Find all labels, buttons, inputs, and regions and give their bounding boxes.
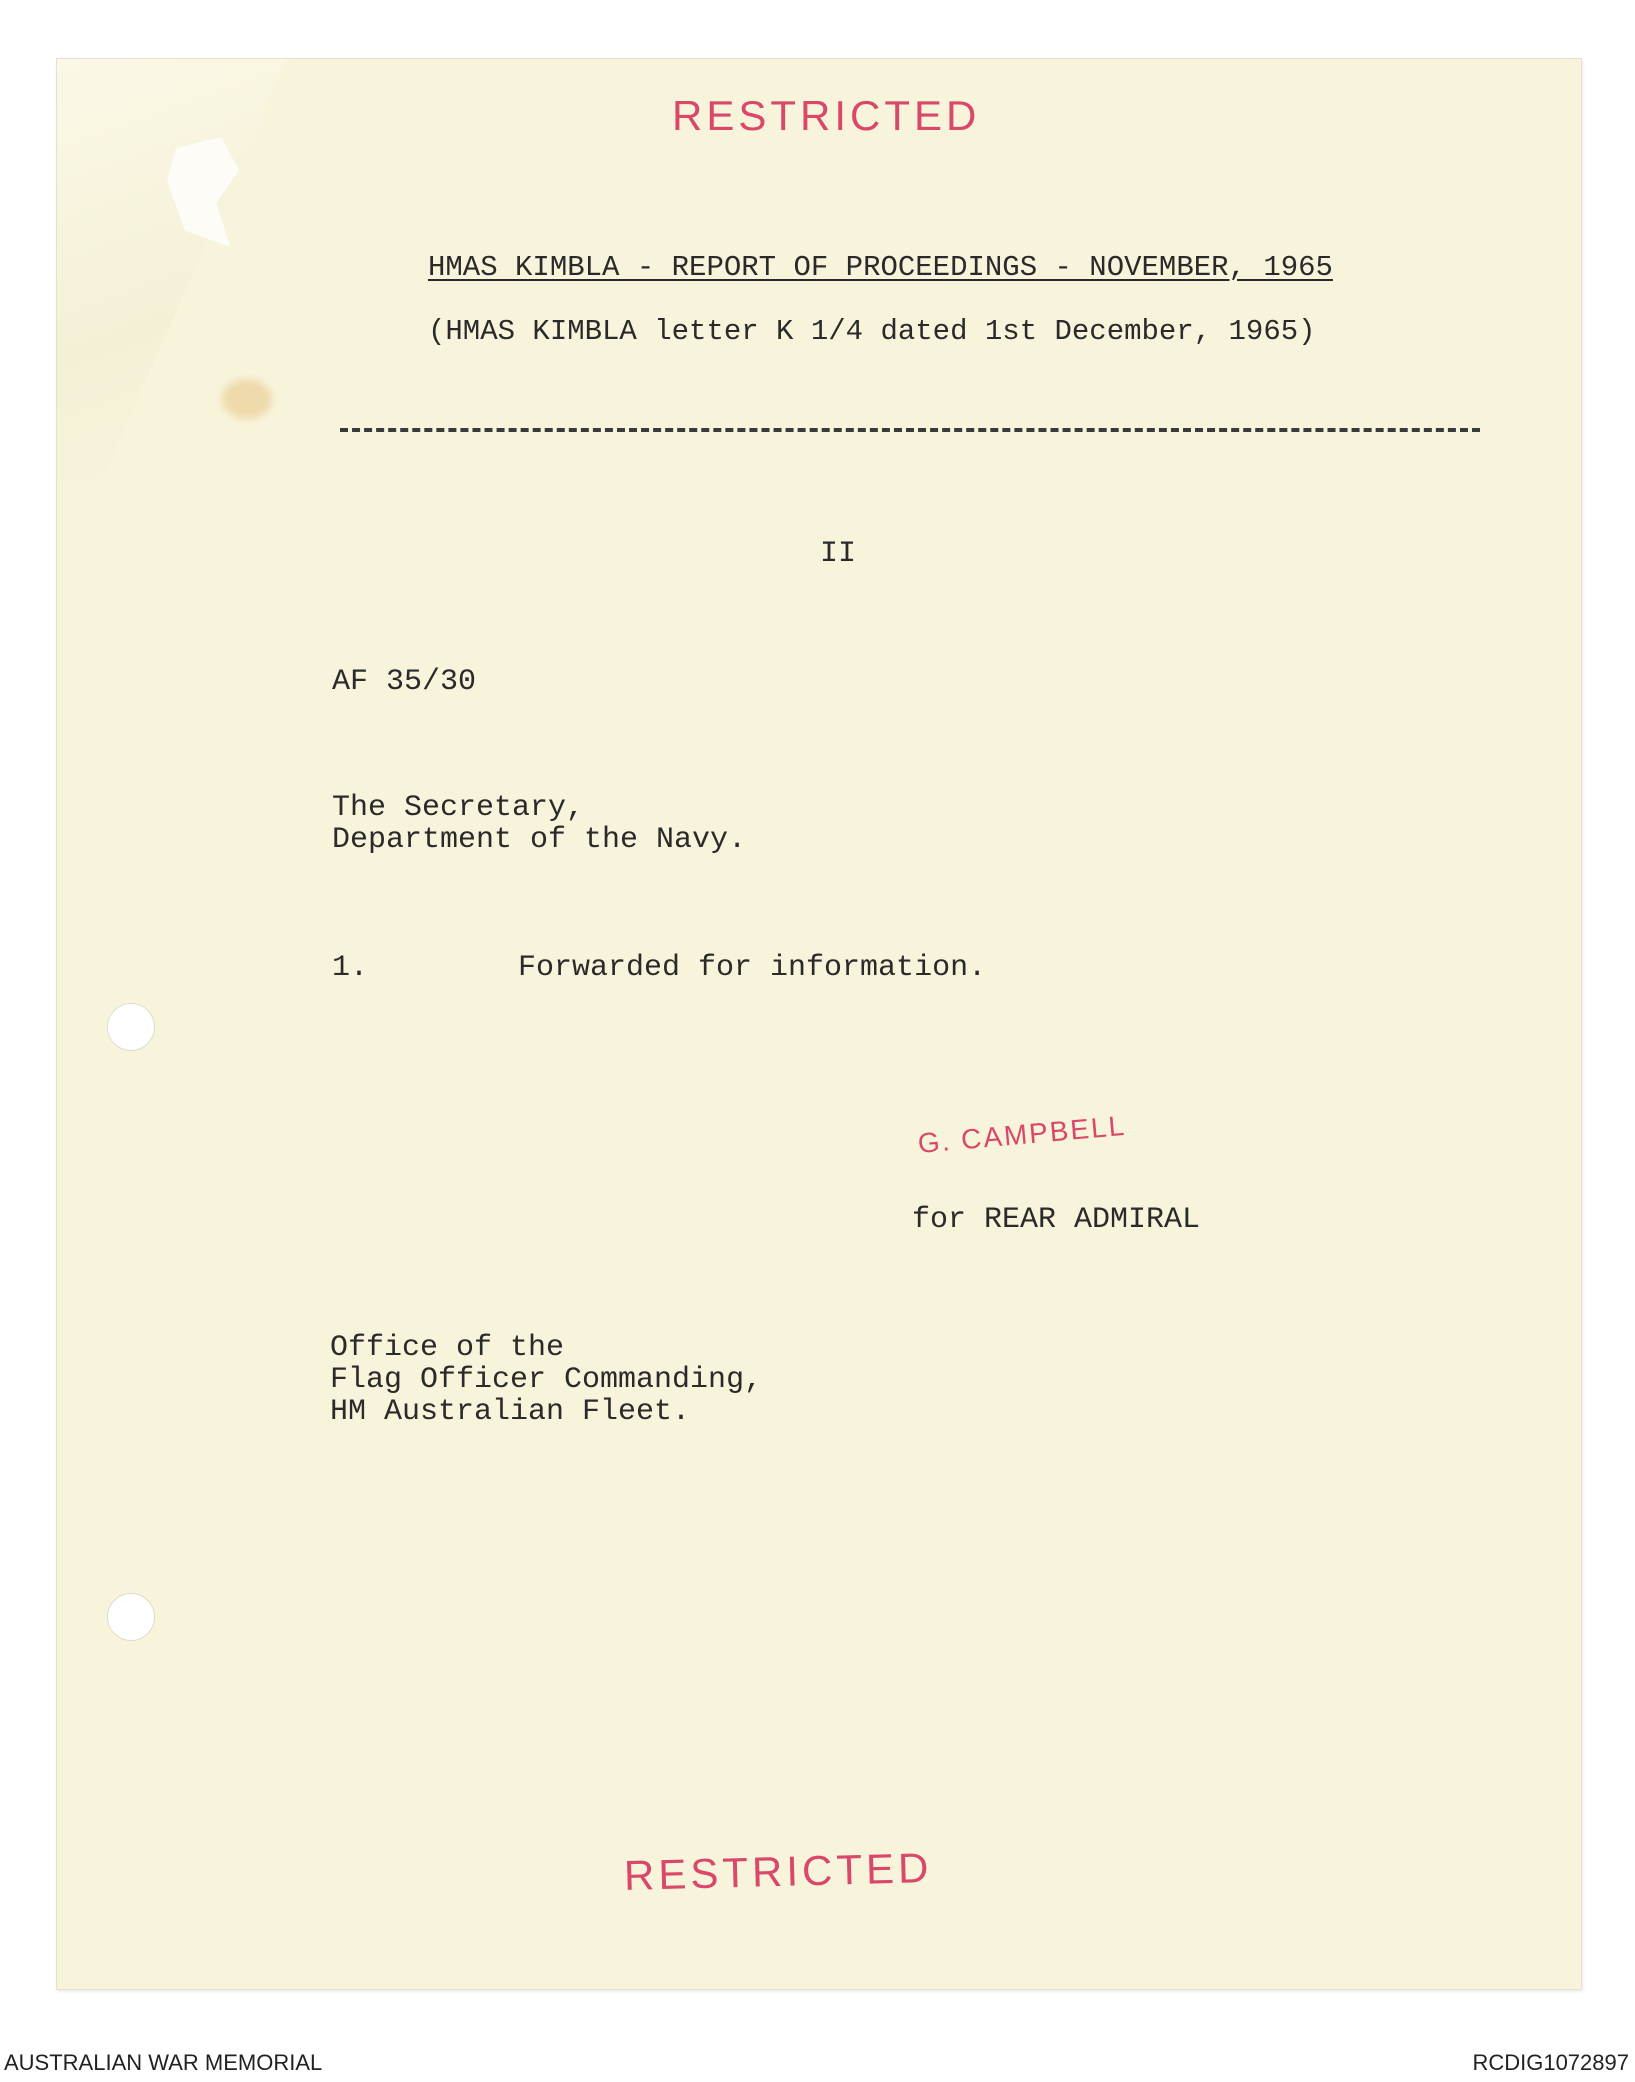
signoff-line: for REAR ADMIRAL — [912, 1203, 1201, 1237]
paragraph-text: Forwarded for information. — [518, 951, 987, 985]
footer-record-id: RCDIG1072897 — [1472, 2050, 1629, 2075]
file-reference: AF 35/30 — [332, 665, 477, 699]
restricted-stamp-top: RESTRICTED — [672, 92, 981, 139]
paragraph-number: 1. — [332, 951, 369, 985]
office-line-1: Office of the — [330, 1331, 565, 1365]
office-line-2: Flag Officer Commanding, — [330, 1363, 763, 1397]
stain-mark — [222, 379, 272, 419]
signature-stamp: G. CAMPBELL — [916, 1109, 1128, 1159]
addressee-line-2: Department of the Navy. — [332, 823, 747, 857]
office-line-3: HM Australian Fleet. — [330, 1395, 691, 1429]
document-subtitle: (HMAS KIMBLA letter K 1/4 dated 1st December, 1965) — [428, 315, 1316, 348]
document-title: HMAS KIMBLA - REPORT OF PROCEEDINGS - NOVEMBER, 1965 — [428, 251, 1333, 284]
punch-hole-top — [107, 1003, 155, 1051]
footer-archive-name: AUSTRALIAN WAR MEMORIAL — [4, 2050, 323, 2075]
punch-hole-bottom — [107, 1593, 155, 1641]
dashed-divider — [340, 428, 1480, 432]
section-number: II — [820, 537, 857, 571]
restricted-stamp-bottom: RESTRICTED — [623, 1843, 933, 1900]
addressee-line-1: The Secretary, — [332, 791, 585, 825]
